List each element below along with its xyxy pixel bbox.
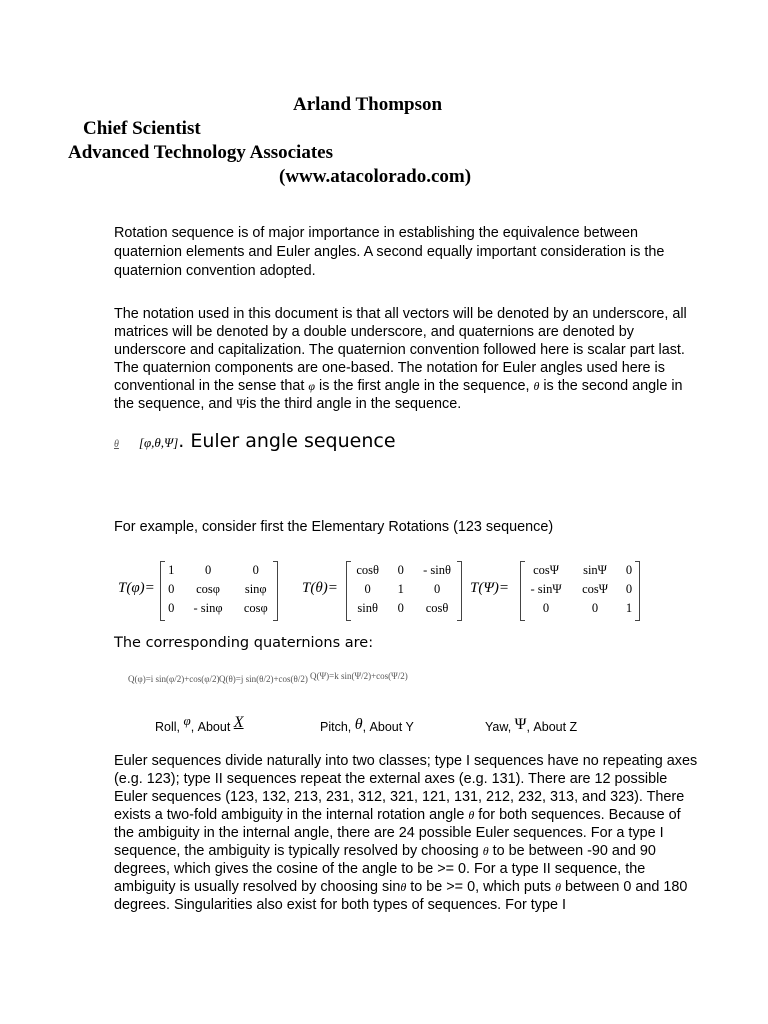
yaw-about-text: , About Z [526, 720, 578, 734]
matrix-cell: 0 [397, 601, 404, 615]
yaw-label [485, 718, 577, 736]
euler-classes-text-c: to be between -90 and 90 degrees, which gives the cosine of the angle to be >= 0. For a type II sequence, the ambiguity is usually resolved by choosing sin [114, 843, 656, 895]
theta-symbol: θ [482, 844, 489, 858]
example-text: For example, consider first the Elementary Rotations (123 sequence) [114, 519, 554, 535]
matrix-cell: sinφ [244, 582, 267, 596]
matrix-cell: 1 [625, 601, 633, 615]
roll-label [155, 713, 244, 736]
matrix-cell: - sinΨ [530, 582, 562, 596]
theta-vector: θ [114, 439, 119, 450]
matrix-cell: cosθ [356, 563, 379, 577]
roll-phi-symbol: φ [183, 713, 191, 728]
matrix-label-phi: T(φ)= [118, 580, 155, 596]
roll-axis-x: X [233, 714, 244, 731]
euler-classes-text [114, 752, 704, 914]
psi-symbol: Ψ [236, 396, 247, 411]
matrix-cell: - sinθ [423, 563, 451, 577]
notation-text-c: is the second angle in the sequence, and [114, 378, 683, 412]
intro-paragraph [114, 224, 704, 281]
quaternion-theta: Q(θ)=j sin(θ/2)+cos(θ/2) [219, 674, 308, 684]
matrix-cell: 1 [397, 582, 404, 596]
theta-symbol: θ [468, 808, 475, 822]
matrix-cell: - sinφ [193, 601, 223, 615]
rotation-matrix-theta [346, 561, 462, 621]
matrix-cell: sinΨ [583, 563, 607, 577]
matrix-cell: 0 [542, 601, 550, 615]
notation-text-b: is the first angle in the sequence, [315, 378, 534, 394]
matrix-cell: 0 [433, 582, 441, 596]
phi-symbol: φ [308, 379, 316, 393]
rotation-matrix-phi [160, 561, 278, 621]
euler-sequence-line [114, 430, 396, 452]
matrix-cell: 1 [168, 563, 175, 577]
matrix-cell: cosΨ [582, 582, 608, 596]
matrix-bracket-left [160, 561, 165, 621]
theta-symbol: θ [400, 880, 407, 894]
matrix-label-psi: T(Ψ)= [470, 580, 510, 596]
roll-about-text: , About [190, 720, 234, 734]
notation-text-d: is the third angle in the sequence. [246, 396, 462, 412]
euler-classes-text-e: between 0 and 180 degrees. Singularities also exist for both types of sequences. For type I [114, 879, 688, 913]
matrix-bracket-right [635, 561, 640, 621]
matrix-bracket-left [520, 561, 525, 621]
theta-symbol: θ [555, 880, 561, 894]
theta-symbol: θ [533, 379, 540, 393]
matrix-cell: 0 [204, 563, 212, 577]
euler-classes-text-d: to be >= 0, which puts [406, 879, 556, 895]
quaternion-phi: Q(φ)=i sin(φ/2)+cos(φ/2) [128, 674, 220, 684]
euler-triple: [φ,θ,Ψ] [138, 435, 179, 450]
euler-classes-text-a: Euler sequences divide naturally into two classes; type I sequences have no repeating axes (e.g. 123); type II sequences repeat the external axes (e.g. 131). There are 12 possible Euler sequences (123, 132, 213, 231, 312, 321, 121, 131, 212, 232, 313, and 323). There exists a two-fold ambiguity in the internal rotation angle [114, 753, 698, 823]
matrix-bracket-right [273, 561, 278, 621]
euler-classes-paragraph [114, 752, 704, 914]
roll-text: Roll, [155, 720, 184, 734]
pitch-label [320, 718, 414, 736]
matrix-cell: sinθ [357, 601, 378, 615]
matrix-cell: 0 [397, 563, 404, 577]
matrix-cell: 0 [625, 582, 633, 596]
author-name: Arland Thompson [293, 94, 443, 115]
matrix-cell: 0 [364, 582, 371, 596]
notation-paragraph [114, 305, 704, 413]
rotation-matrix-psi [520, 561, 640, 621]
quaternion-psi: Q(Ψ)=k sin(Ψ/2)+cos(Ψ/2) [310, 671, 408, 681]
euler-sequence-label: . Euler angle sequence [178, 430, 396, 452]
euler-classes-text-b: for both sequences. Because of the ambiguity in the internal angle, there are 24 possible Euler sequences. For a type I sequence, the ambiguity is typically resolved by choosing [114, 807, 681, 859]
author-role: Chief Scientist [83, 118, 201, 139]
yaw-psi-symbol: Ψ [514, 716, 527, 733]
yaw-text: Yaw, [485, 720, 515, 734]
matrix-cell: 0 [252, 563, 259, 577]
intro-text: Rotation sequence is of major importance in establishing the equivalence between quaternion elements and Euler angles. A second equally important consideration is the quaternion convention adopted. [114, 225, 665, 279]
pitch-about-text: , About Y [362, 720, 414, 734]
matrix-cell: cosφ [243, 601, 268, 615]
pitch-theta-symbol: θ [354, 716, 363, 733]
notation-text-a: The notation used in this document is that all vectors will be denoted by an underscore, all matrices will be denoted by a double underscore, and quaternions are denoted by underscore and capitalization. The quaternion convention followed here is scalar part last. The quaternion components are one-based. The notation for Euler angles used here is conventional in the sense that [114, 306, 687, 394]
matrix-bracket-right [457, 561, 462, 621]
company-website: (www.atacolorado.com) [279, 166, 472, 187]
matrix-cell: 0 [625, 563, 633, 577]
matrix-cell: 0 [591, 601, 599, 615]
matrix-bracket-left [346, 561, 351, 621]
matrix-cell: cosφ [196, 582, 220, 596]
company-name: Advanced Technology Associates [68, 142, 333, 163]
matrix-label-theta: T(θ)= [302, 580, 338, 596]
matrix-body [346, 561, 462, 618]
notation-text [114, 305, 704, 413]
matrix-cell: cosθ [425, 601, 449, 615]
matrix-body [160, 561, 278, 618]
matrix-cell: 0 [168, 582, 175, 596]
matrix-cell: cosΨ [533, 563, 559, 577]
matrix-body [520, 561, 640, 618]
matrix-cell: 0 [168, 601, 175, 615]
pitch-text: Pitch, [320, 720, 355, 734]
quaternions-heading: The corresponding quaternions are: [114, 635, 374, 651]
